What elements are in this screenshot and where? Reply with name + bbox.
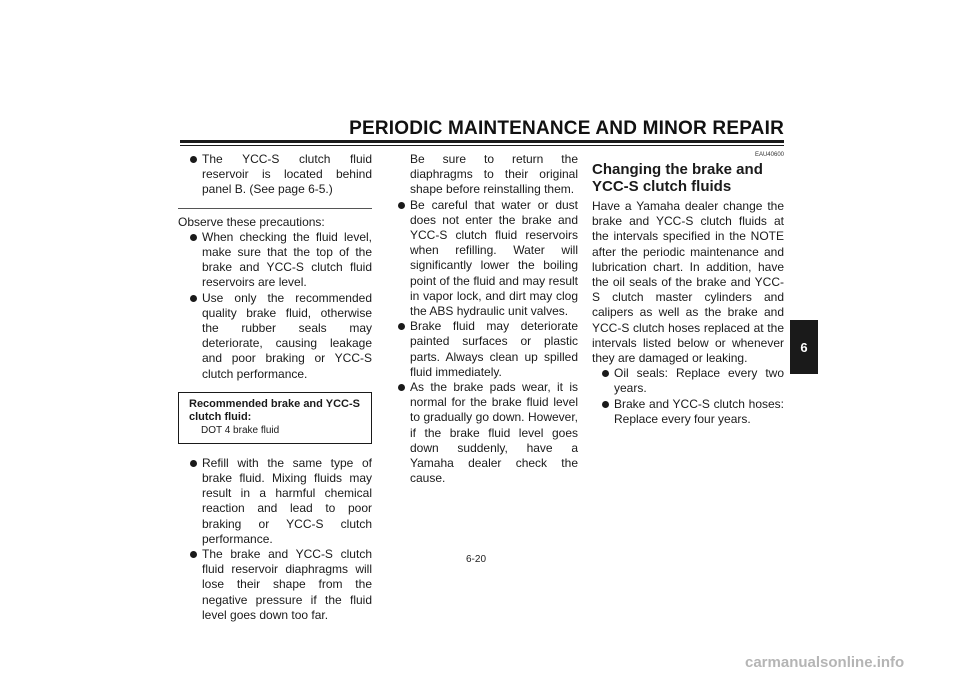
divider [178,208,372,209]
column-right [592,152,784,427]
bullet-reservoir-location: The YCC-S clutch fluid reservoir is located behind panel B. (See page 6-5.) [178,152,372,198]
page-header-title: PERIODIC MAINTENANCE AND MINOR REPAIR [349,118,784,139]
bullet-diaphragms: The brake and YCC-S clutch fluid reservoir diaphragms will lose their shape from the negative pressure if the fluid level goes down too far. [178,547,372,623]
bullet-water-dust: Be careful that water or dust does not enter the brake and YCC-S clutch fluid reservoirs when refilling. Water will significantly lower the boiling point of the fluid and may result in vapor lock, and dirt may clog the ABS hydraulic unit valves. [386,198,578,320]
precautions-heading: Observe these precautions: [178,214,325,229]
watermark: carmanualsonline.info [745,654,905,671]
section-title: Changing the brake and YCC-S clutch fluids [592,161,763,195]
page-number: 6-20 [466,554,487,565]
recommended-fluid-title: Recommended brake and YCC-S clutch fluid: [189,397,360,423]
column-middle [386,152,578,486]
bullet-check-level: When checking the fluid level, make sure that the top of the brake and YCC-S clutch fluid reservoirs are level. [178,230,372,291]
recommended-fluid-value: DOT 4 brake fluid [201,424,280,436]
diaphragm-continuation: Be sure to return the diaphragms to their original shape before reinstalling them. [410,152,578,197]
bullet-hoses: Brake and YCC-S clutch hoses: Replace every four years. [592,397,784,427]
header-rule-thin [180,145,784,146]
section-code: EAU40600 [754,152,784,158]
bullet-pad-wear: As the brake pads wear, it is normal for the brake fluid level to gradually go down. However, if the brake fluid level goes down suddenly, have a Yamaha dealer check the cause. [386,380,578,486]
bullet-refill-same-type: Refill with the same type of brake fluid. Mixing fluids may result in a harmful chemical reaction and lead to poor braking or YCC-S clutch performance. [178,456,372,547]
column-left [178,152,372,623]
header-rule-thick [180,140,784,143]
bullet-oil-seals: Oil seals: Replace every two years. [592,366,784,396]
recommended-fluid-box [178,392,372,444]
chapter-tab: 6 [790,320,818,374]
bullet-recommended-fluid: Use only the recommended quality brake fluid, otherwise the rubber seals may deteriorate, causing leakage and poor braking or YCC-S clutch performance. [178,291,372,382]
section-body: Have a Yamaha dealer change the brake and YCC-S clutch fluids at the intervals specified in the NOTE after the periodic maintenance and lubrication chart. In addition, have the oil seals of the brake and YCC-S clutch master cylinders and calipers as well as the brake and YCC-S clutch hoses replaced at the intervals listed below or whenever they are damaged or leaking. [592,199,784,366]
bullet-paint-damage: Brake fluid may deteriorate painted surfaces or plastic parts. Always clean up spilled fluid immediately. [386,319,578,380]
